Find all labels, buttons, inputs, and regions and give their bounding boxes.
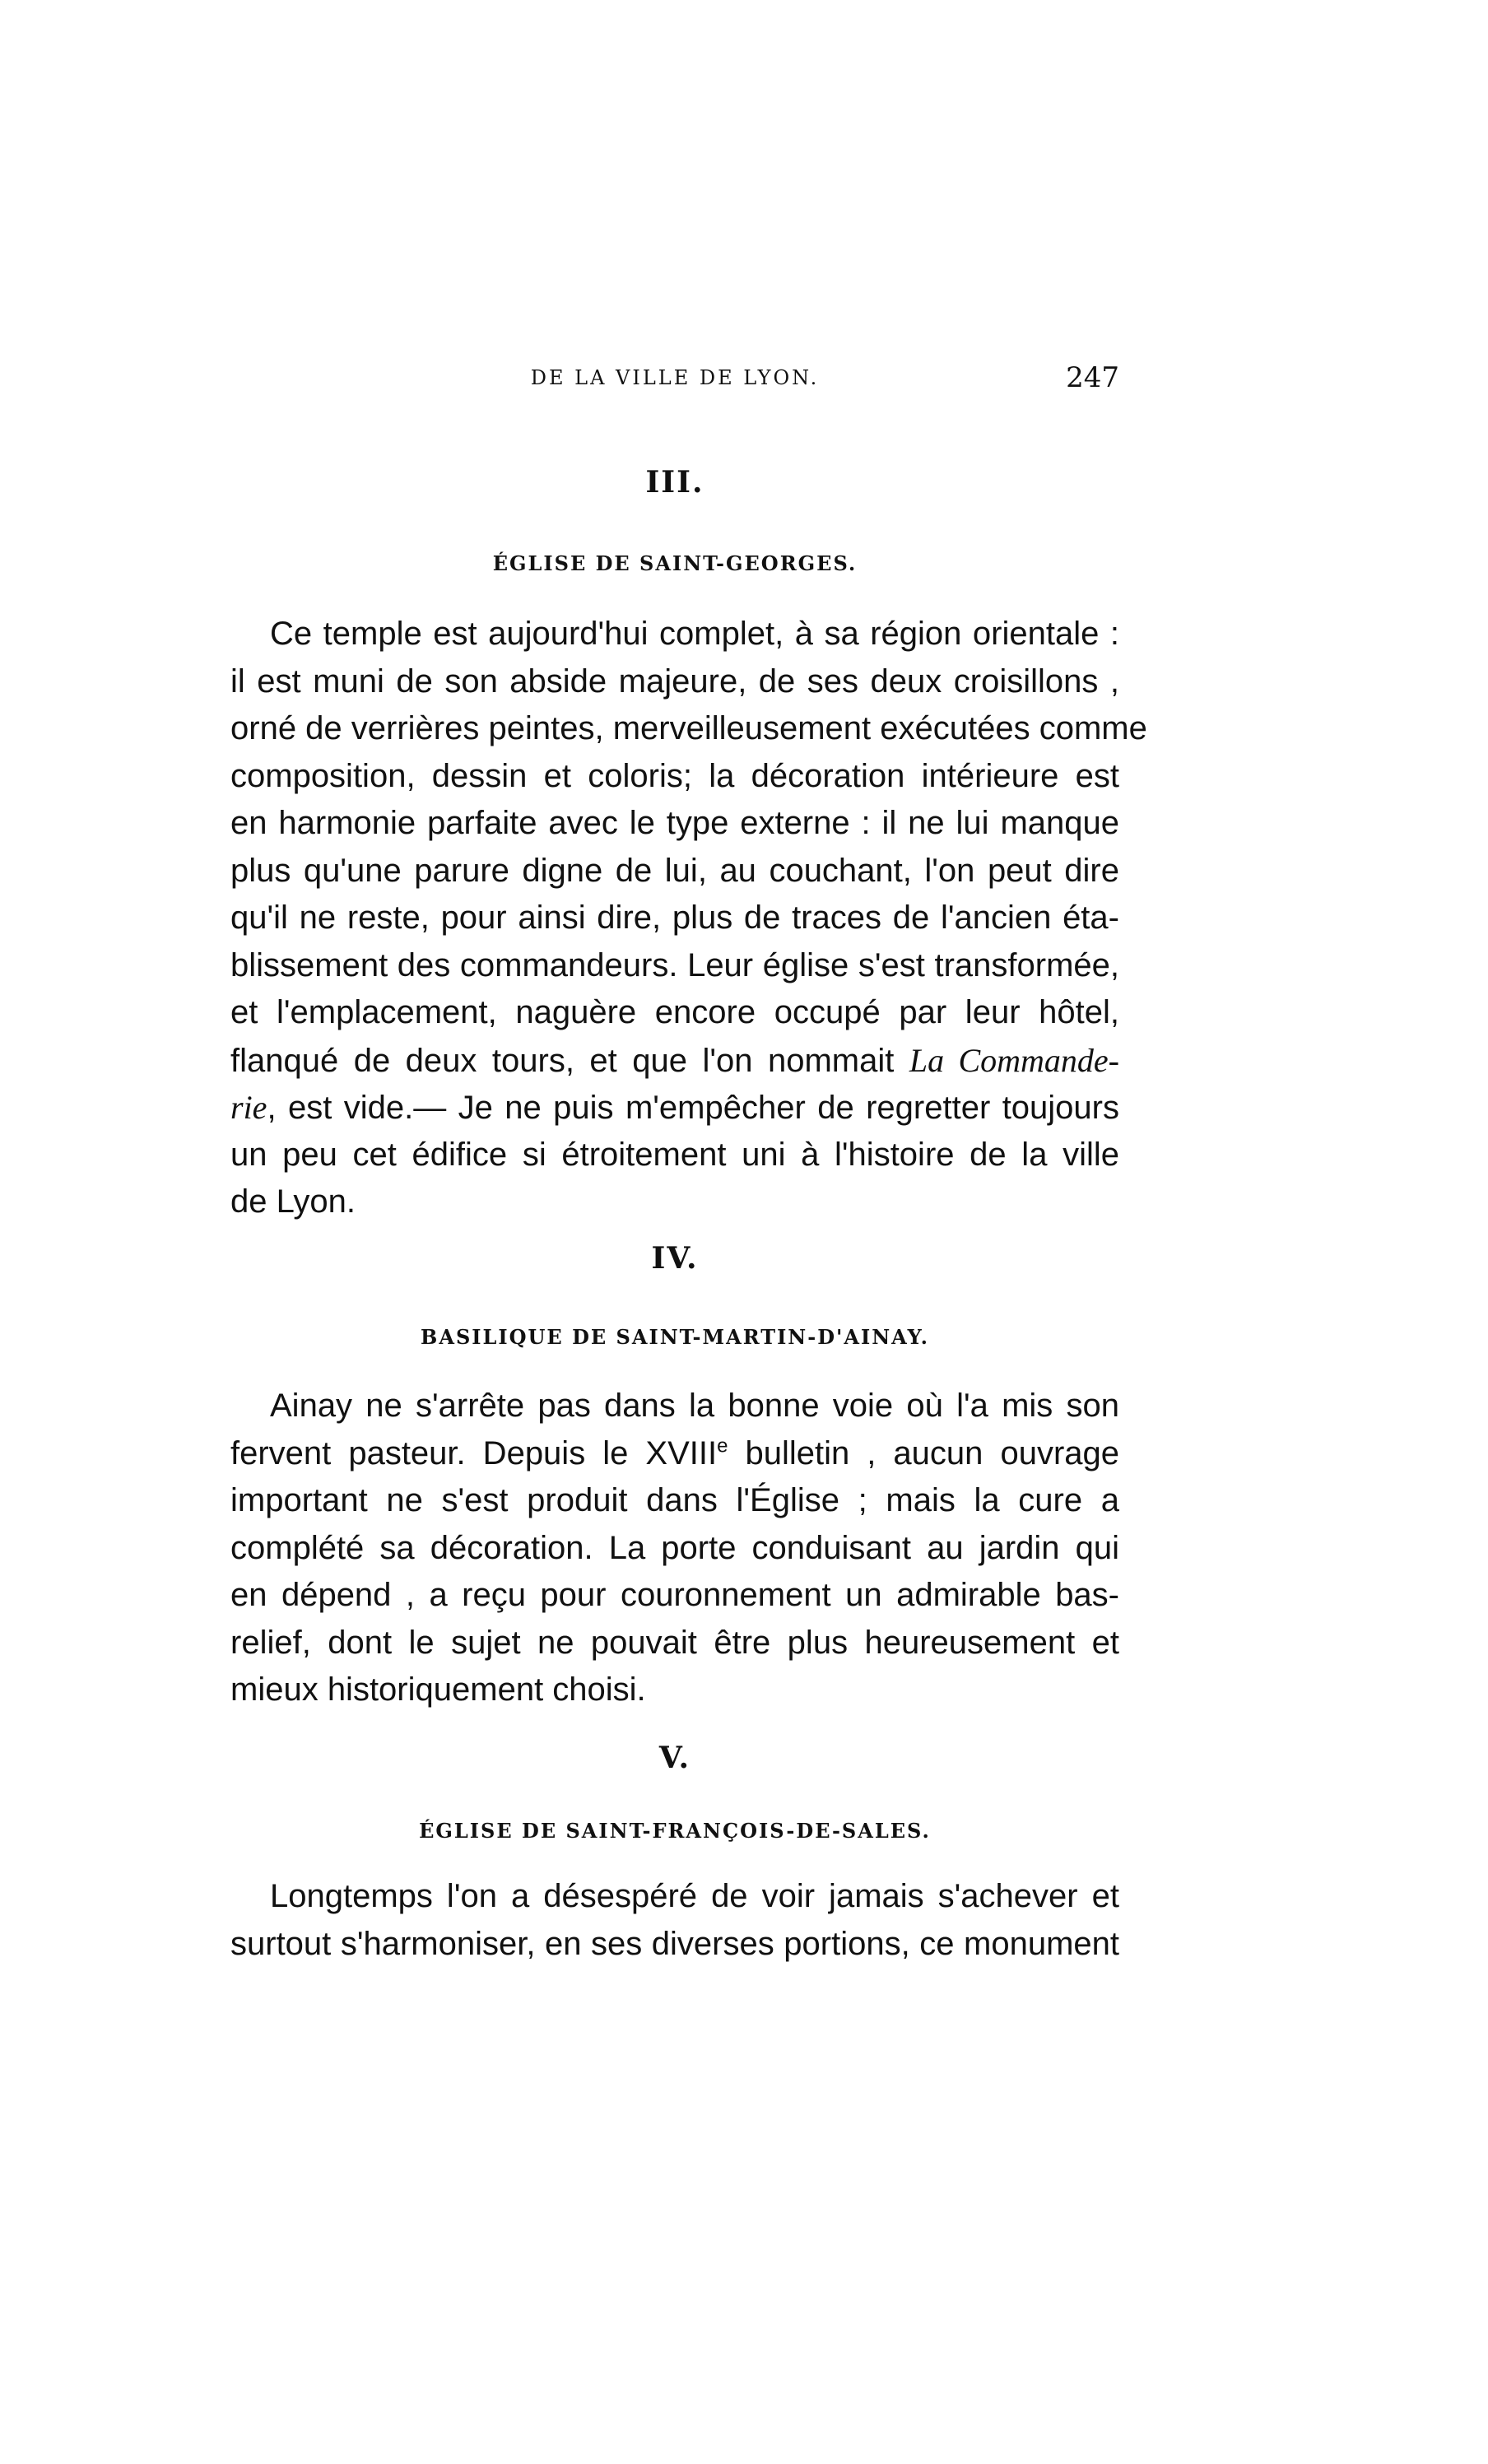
- text-line: qu'il ne reste, pour ainsi dire, plus de traces de l'ancien éta-: [230, 900, 1119, 936]
- section-title-saint-francois-de-sales: ÉGLISE DE SAINT-FRANÇOIS-DE-SALES.: [419, 1819, 931, 1843]
- text-line: [230, 1084, 1119, 1132]
- paragraph-saint-francois: [230, 1873, 1119, 1968]
- running-head: [230, 361, 1119, 402]
- text-line: mieux historiquement choisi.: [230, 1671, 646, 1708]
- running-title: DE LA VILLE DE LYON.: [530, 366, 820, 389]
- text-fragment: , est vide.— Je ne puis m'empêcher de regretter toujours: [267, 1090, 1119, 1126]
- section-title-saint-georges: ÉGLISE DE SAINT-GEORGES.: [492, 551, 858, 575]
- section-title-saint-martin-d-ainay: BASILIQUE DE SAINT-MARTIN-D'AINAY.: [421, 1325, 929, 1349]
- text-fragment: fervent pasteur. Depuis le XVIII: [230, 1434, 718, 1471]
- text-line: relief, dont le sujet ne pouvait être plus heureusement et: [230, 1624, 1119, 1661]
- text-line: Longtemps l'on a désespéré de voir jamais s'achever et: [270, 1878, 1119, 1914]
- text-line: important ne s'est produit dans l'Église ; mais la cure a: [230, 1482, 1119, 1518]
- section-numeral-iv: IV.: [651, 1241, 699, 1276]
- section-numeral-v: V.: [658, 1741, 691, 1775]
- paragraph-saint-georges: [230, 611, 1147, 1226]
- section-numeral-iii: III.: [645, 465, 704, 500]
- text-line: et l'emplacement, naguère encore occupé par leur hôtel,: [230, 994, 1119, 1030]
- text-line: [230, 1037, 1119, 1085]
- text-line: en harmonie parfaite avec le type externe : il ne lui manque: [230, 805, 1119, 841]
- italic-name: La Commande-: [909, 1041, 1119, 1079]
- text-line: il est muni de son abside majeure, de ses deux croisillons ,: [230, 662, 1119, 700]
- superscript: e: [717, 1434, 728, 1457]
- text-line: surtout s'harmoniser, en ses diverses portions, ce monument: [230, 1925, 1119, 1962]
- text-line: un peu cet édifice si étroitement uni à l'histoire de la ville: [230, 1136, 1119, 1173]
- text-fragment: bulletin , aucun ouvrage: [728, 1434, 1119, 1471]
- paragraph-ainay: [230, 1383, 1119, 1714]
- text-line: plus qu'une parure digne de lui, au couchant, l'on peut dire: [230, 852, 1119, 889]
- italic-name: rie: [230, 1089, 267, 1126]
- text-line: composition, dessin et coloris; la décoration intérieure est: [230, 757, 1119, 794]
- text-line: blissement des commandeurs. Leur église s'est transformée,: [230, 946, 1119, 983]
- text-line: de Lyon.: [230, 1183, 356, 1220]
- text-line: [230, 1430, 1119, 1478]
- text-line: en dépend , a reçu pour couronnement un admirable bas-: [230, 1577, 1119, 1613]
- text-line: Ce temple est aujourd'hui complet, à sa région orientale :: [270, 616, 1119, 652]
- page-number: 247: [1066, 361, 1119, 394]
- text-line: complété sa décoration. La porte conduisant au jardin qui: [230, 1529, 1119, 1566]
- text-line: orné de verrières peintes, merveilleusement exécutées comme: [230, 710, 1147, 746]
- text-line: Ainay ne s'arrête pas dans la bonne voie où l'a mis son: [270, 1388, 1119, 1424]
- text-fragment: flanqué de deux tours, et que l'on nommait: [230, 1042, 909, 1079]
